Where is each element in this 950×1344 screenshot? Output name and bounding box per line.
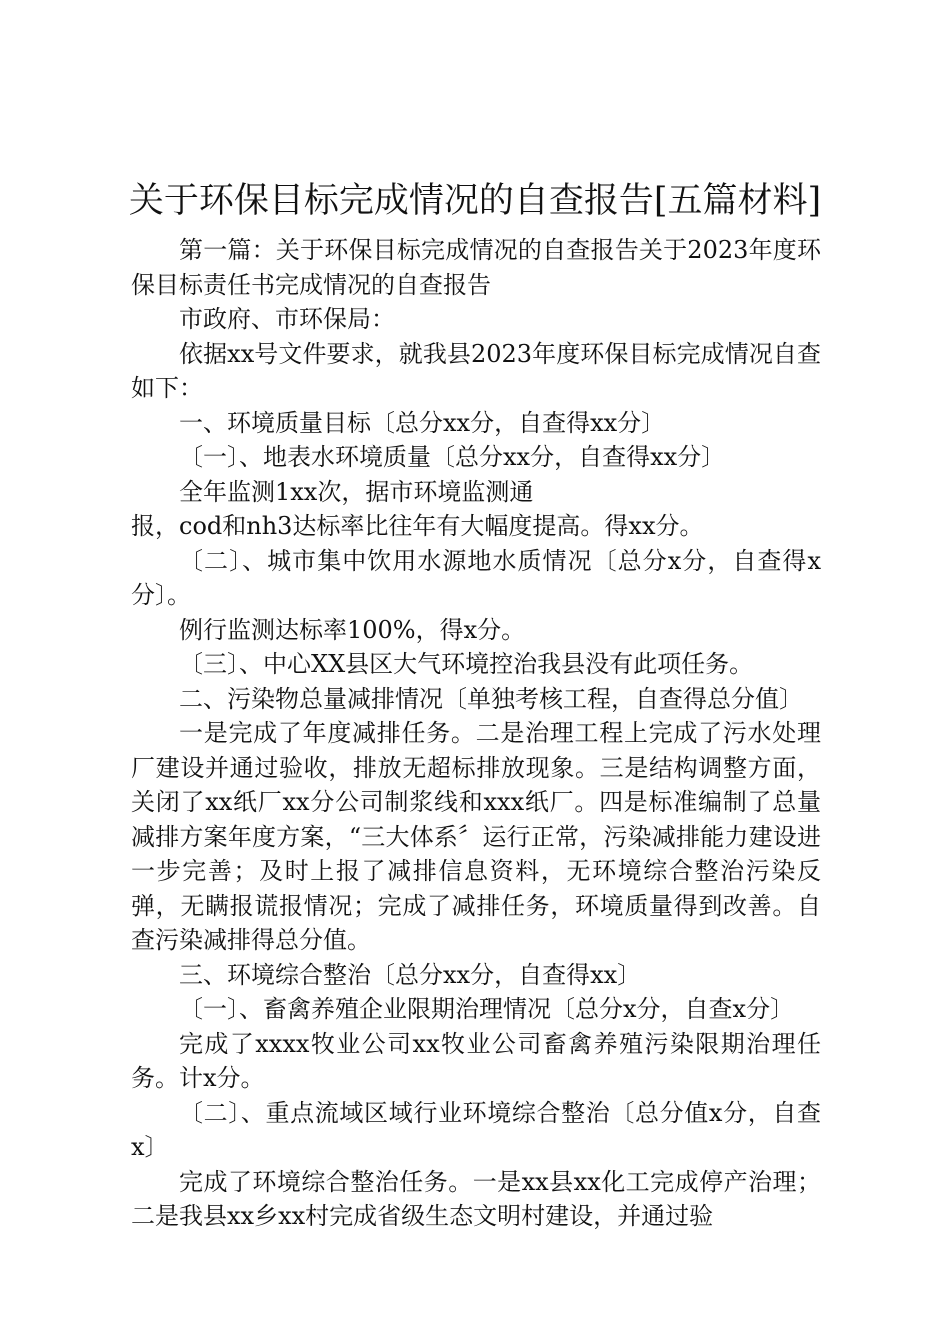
paragraph-livestock: 完成了xxxx牧业公司xx牧业公司畜禽养殖污染限期治理任务。计x分。 [131, 1029, 821, 1092]
paragraph-monitoring: 全年监测1xx次，据市环境监测通 [179, 477, 534, 506]
paragraph-item-1: 一、环境质量目标〔总分xx分，自查得xx分〕 [179, 408, 666, 437]
paragraph-item-1-1: 〔一〕、地表水环境质量〔总分xx分，自查得xx分〕 [179, 443, 726, 471]
paragraph-item-1-3: 〔三〕、中心XX县区大气环境控治我县没有此项任务。 [179, 650, 754, 678]
paragraph-reduction-details: 一是完成了年度减排任务。二是治理工程上完成了污水处理厂建设并通过验收，排放无超标排放现象。三是结构调整方面，关闭了xx纸厂xx分公司制浆线和xxx纸厂。四是标准编制了总量减排方案年度方案，“三大体系〞运行正常，污染减排能力建设进一步完善；及时上报了减排信息资料，无环境综合整治污染反弹，无瞒报谎报情况；完成了减排任务，环境质量得到改善。自查污染减排得总分值。 [131, 719, 821, 954]
document-title: 关于环保目标完成情况的自查报告[五篇材料] [128, 181, 822, 221]
paragraph-item-1-2: 〔二〕、城市集中饮用水源地水质情况〔总分x分，自查得x分〕。 [131, 546, 821, 609]
paragraph-item-3-1: 〔一〕、畜禽养殖企业限期治理情况〔总分x分，自查x分〕 [179, 995, 795, 1023]
paragraph-item-2: 二、污染物总量减排情况〔单独考核工程，自查得总分值〕 [179, 684, 803, 713]
paragraph-item-3-2: 〔二〕、重点流域区域行业环境综合整治〔总分值x分，自查x〕 [131, 1098, 821, 1161]
paragraph-remediation: 完成了环境综合整治任务。一是xx县xx化工完成停产治理；二是我县xx乡xx村完成省级生态文明村建设，并通过验 [131, 1167, 821, 1230]
paragraph-item-3: 三、环境综合整治〔总分xx分，自查得xx〕 [179, 960, 642, 989]
paragraph-intro: 依据xx号文件要求，就我县2023年度环保目标完成情况自查如下： [131, 339, 821, 402]
paragraph-addressee: 市政府、市环保局： [179, 305, 395, 333]
document-body [131, 233, 821, 1234]
paragraph-routine-monitoring: 例行监测达标率100%，得x分。 [179, 615, 526, 644]
paragraph-section-heading: 第一篇：关于环保目标完成情况的自查报告关于2023年度环保目标责任书完成情况的自查报告 [131, 236, 821, 299]
paragraph-report: 报，cod和nh3达标率比往年有大幅度提高。得xx分。 [131, 512, 704, 540]
